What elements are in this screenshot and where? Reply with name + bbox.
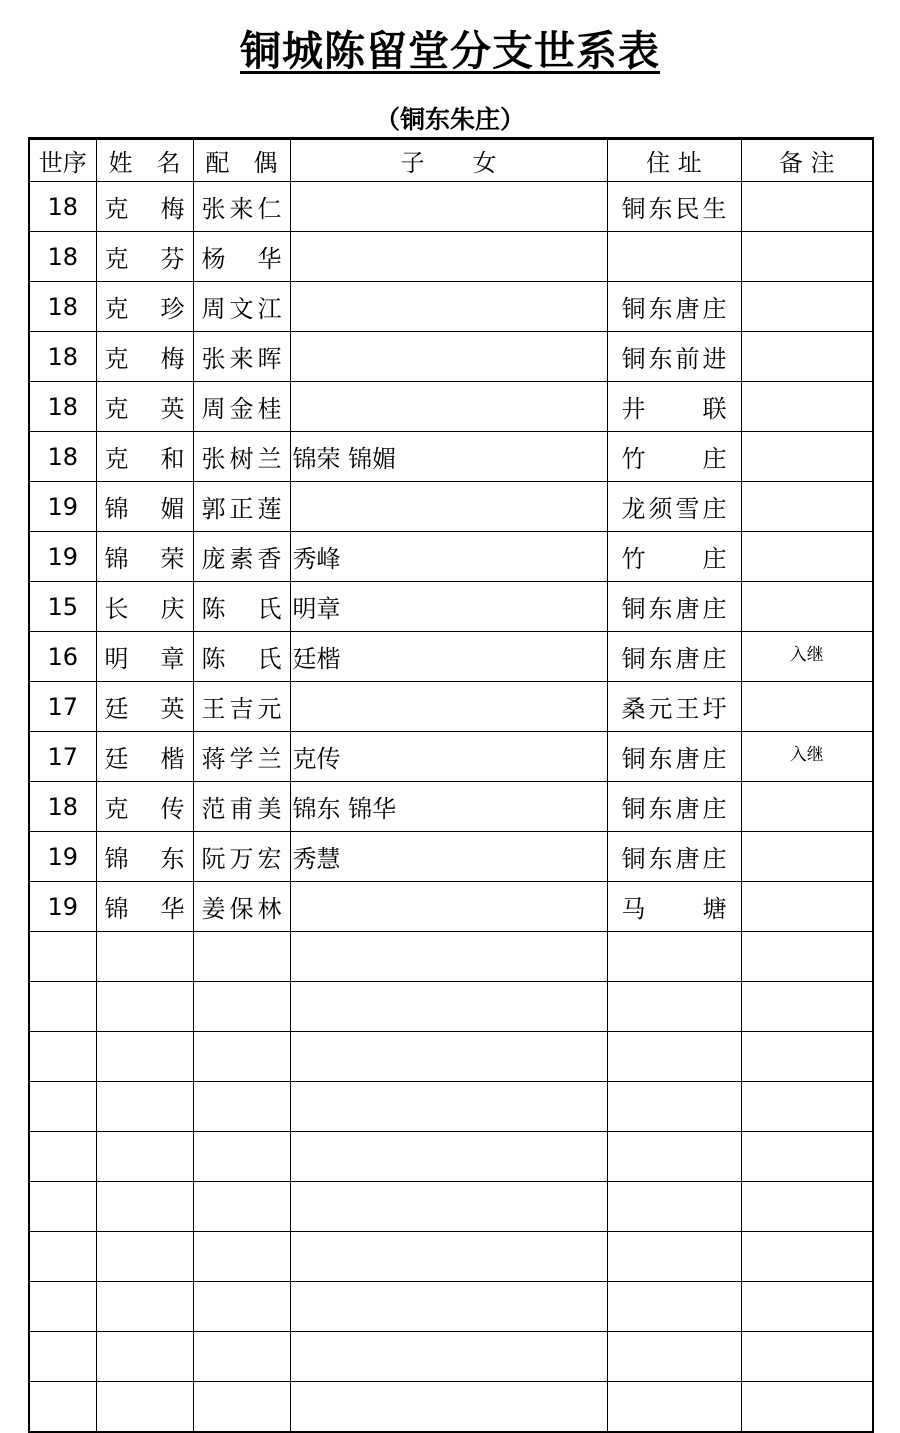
spouse-cell (193, 1332, 290, 1382)
name-cell: 锦华 (96, 882, 193, 932)
table-row (29, 282, 873, 332)
spouse-cell (193, 932, 290, 982)
note-cell (741, 182, 873, 232)
spouse-cell: 阮万宏 (193, 832, 290, 882)
note-cell (741, 932, 873, 982)
name-cell (96, 1382, 193, 1433)
children-cell (290, 232, 607, 282)
generation-cell: 18 (29, 332, 96, 382)
name-cell: 克芬 (96, 232, 193, 282)
table-row (29, 382, 873, 432)
name-cell: 长庆 (96, 582, 193, 632)
children-cell (290, 932, 607, 982)
header-note: 备 注 (741, 139, 873, 182)
generation-cell: 18 (29, 232, 96, 282)
empty-row (29, 1282, 873, 1332)
header-children: 子 女 (290, 139, 607, 182)
address-cell: 铜东唐庄 (607, 582, 741, 632)
name-cell (96, 1282, 193, 1332)
spouse-cell: 陈氏 (193, 632, 290, 682)
page-subtitle: （铜东朱庄） (374, 105, 525, 134)
generation-cell (29, 1032, 96, 1082)
children-cell: 明章 (290, 582, 607, 632)
note-cell (741, 832, 873, 882)
children-cell (290, 1382, 607, 1433)
spouse-cell: 杨华 (193, 232, 290, 282)
name-cell: 廷楷 (96, 732, 193, 782)
spouse-cell (193, 1382, 290, 1433)
address-cell: 桑元王圩 (607, 682, 741, 732)
spouse-cell (193, 1182, 290, 1232)
spouse-cell: 郭正莲 (193, 482, 290, 532)
children-cell (290, 482, 607, 532)
note-cell (741, 1382, 873, 1433)
spouse-cell: 蒋学兰 (193, 732, 290, 782)
empty-row (29, 1082, 873, 1132)
children-cell (290, 282, 607, 332)
generation-cell (29, 1132, 96, 1182)
children-cell (290, 1332, 607, 1382)
children-cell (290, 1232, 607, 1282)
name-cell: 廷英 (96, 682, 193, 732)
generation-cell (29, 1232, 96, 1282)
note-cell (741, 1282, 873, 1332)
note-cell (741, 1132, 873, 1182)
name-cell: 锦荣 (96, 532, 193, 582)
spouse-cell: 张来仁 (193, 182, 290, 232)
address-cell: 铜东唐庄 (607, 282, 741, 332)
name-cell (96, 1182, 193, 1232)
children-cell: 锦东 锦华 (290, 782, 607, 832)
generation-cell: 19 (29, 482, 96, 532)
spouse-cell: 张树兰 (193, 432, 290, 482)
empty-row (29, 1332, 873, 1382)
note-cell (741, 682, 873, 732)
note-cell: 入继 (741, 732, 873, 782)
generation-cell: 17 (29, 682, 96, 732)
table-row (29, 482, 873, 532)
note-cell (741, 1332, 873, 1382)
generation-cell: 18 (29, 782, 96, 832)
generation-cell: 19 (29, 882, 96, 932)
address-cell (607, 1382, 741, 1433)
table-row (29, 532, 873, 582)
spouse-cell: 张来晖 (193, 332, 290, 382)
children-cell (290, 182, 607, 232)
empty-row (29, 982, 873, 1032)
address-cell: 铜东唐庄 (607, 732, 741, 782)
generation-cell: 19 (29, 832, 96, 882)
children-cell: 秀峰 (290, 532, 607, 582)
note-cell (741, 432, 873, 482)
note-cell (741, 882, 873, 932)
children-cell (290, 332, 607, 382)
header-address: 住 址 (607, 139, 741, 182)
spouse-cell: 庞素香 (193, 532, 290, 582)
genealogy-table (28, 137, 874, 1433)
generation-cell (29, 1282, 96, 1332)
children-cell (290, 682, 607, 732)
address-cell: 铜东民生 (607, 182, 741, 232)
note-cell (741, 332, 873, 382)
table-row (29, 432, 873, 482)
address-cell (607, 1082, 741, 1132)
note-cell (741, 582, 873, 632)
address-cell: 龙须雪庄 (607, 482, 741, 532)
name-cell: 克梅 (96, 182, 193, 232)
address-cell (607, 1182, 741, 1232)
generation-cell: 16 (29, 632, 96, 682)
table-row (29, 332, 873, 382)
address-cell (607, 982, 741, 1032)
address-cell (607, 1332, 741, 1382)
name-cell (96, 1032, 193, 1082)
table-row (29, 582, 873, 632)
children-cell (290, 1132, 607, 1182)
header-generation: 世序 (29, 139, 96, 182)
generation-cell: 18 (29, 282, 96, 332)
spouse-cell (193, 1082, 290, 1132)
name-cell: 明章 (96, 632, 193, 682)
note-cell (741, 1182, 873, 1232)
address-cell (607, 1232, 741, 1282)
header-spouse: 配 偶 (193, 139, 290, 182)
name-cell: 克传 (96, 782, 193, 832)
address-cell: 马塘 (607, 882, 741, 932)
name-cell (96, 932, 193, 982)
spouse-cell (193, 1282, 290, 1332)
generation-cell (29, 1382, 96, 1433)
name-cell (96, 1232, 193, 1282)
empty-row (29, 1032, 873, 1082)
children-cell (290, 1032, 607, 1082)
table-row (29, 732, 873, 782)
note-cell (741, 482, 873, 532)
address-cell (607, 232, 741, 282)
spouse-cell: 范甫美 (193, 782, 290, 832)
spouse-cell: 陈氏 (193, 582, 290, 632)
spouse-cell: 姜保林 (193, 882, 290, 932)
name-cell (96, 1132, 193, 1182)
spouse-cell (193, 1232, 290, 1282)
children-cell (290, 1282, 607, 1332)
note-cell (741, 982, 873, 1032)
address-cell (607, 932, 741, 982)
generation-cell: 18 (29, 182, 96, 232)
table-row (29, 682, 873, 732)
note-cell (741, 782, 873, 832)
children-cell (290, 382, 607, 432)
address-cell: 竹庄 (607, 532, 741, 582)
name-cell: 克珍 (96, 282, 193, 332)
generation-cell: 18 (29, 432, 96, 482)
spouse-cell: 周金桂 (193, 382, 290, 432)
generation-cell (29, 1082, 96, 1132)
note-cell: 入继 (741, 632, 873, 682)
spouse-cell (193, 1132, 290, 1182)
generation-cell (29, 982, 96, 1032)
name-cell (96, 982, 193, 1032)
note-cell (741, 282, 873, 332)
table-row (29, 182, 873, 232)
children-cell (290, 1082, 607, 1132)
name-cell: 锦媚 (96, 482, 193, 532)
generation-cell: 17 (29, 732, 96, 782)
address-cell: 井联 (607, 382, 741, 432)
empty-row (29, 1232, 873, 1282)
empty-row (29, 1182, 873, 1232)
empty-row (29, 1382, 873, 1433)
name-cell: 克和 (96, 432, 193, 482)
address-cell (607, 1032, 741, 1082)
table-row (29, 882, 873, 932)
note-cell (741, 232, 873, 282)
page-title: 铜城陈留堂分支世系表 (240, 27, 660, 75)
children-cell (290, 882, 607, 932)
name-cell: 克梅 (96, 332, 193, 382)
note-cell (741, 382, 873, 432)
generation-cell (29, 1332, 96, 1382)
generation-cell: 19 (29, 532, 96, 582)
spouse-cell (193, 982, 290, 1032)
address-cell (607, 1132, 741, 1182)
address-cell: 铜东唐庄 (607, 632, 741, 682)
note-cell (741, 1082, 873, 1132)
address-cell: 铜东唐庄 (607, 832, 741, 882)
address-cell (607, 1282, 741, 1332)
address-cell: 铜东唐庄 (607, 782, 741, 832)
generation-cell: 18 (29, 382, 96, 432)
table-row (29, 632, 873, 682)
address-cell: 铜东前进 (607, 332, 741, 382)
children-cell (290, 1182, 607, 1232)
name-cell: 克英 (96, 382, 193, 432)
generation-cell (29, 932, 96, 982)
header-name: 姓 名 (96, 139, 193, 182)
table-row (29, 832, 873, 882)
note-cell (741, 1232, 873, 1282)
name-cell (96, 1082, 193, 1132)
children-cell: 廷楷 (290, 632, 607, 682)
children-cell: 秀慧 (290, 832, 607, 882)
spouse-cell: 周文江 (193, 282, 290, 332)
address-cell: 竹庄 (607, 432, 741, 482)
children-cell: 克传 (290, 732, 607, 782)
note-cell (741, 1032, 873, 1082)
name-cell (96, 1332, 193, 1382)
header-row (29, 139, 873, 182)
empty-row (29, 932, 873, 982)
children-cell (290, 982, 607, 1032)
table-row (29, 782, 873, 832)
empty-row (29, 1132, 873, 1182)
spouse-cell: 王吉元 (193, 682, 290, 732)
children-cell: 锦荣 锦媚 (290, 432, 607, 482)
name-cell: 锦东 (96, 832, 193, 882)
table-row (29, 232, 873, 282)
note-cell (741, 532, 873, 582)
spouse-cell (193, 1032, 290, 1082)
generation-cell (29, 1182, 96, 1232)
generation-cell: 15 (29, 582, 96, 632)
